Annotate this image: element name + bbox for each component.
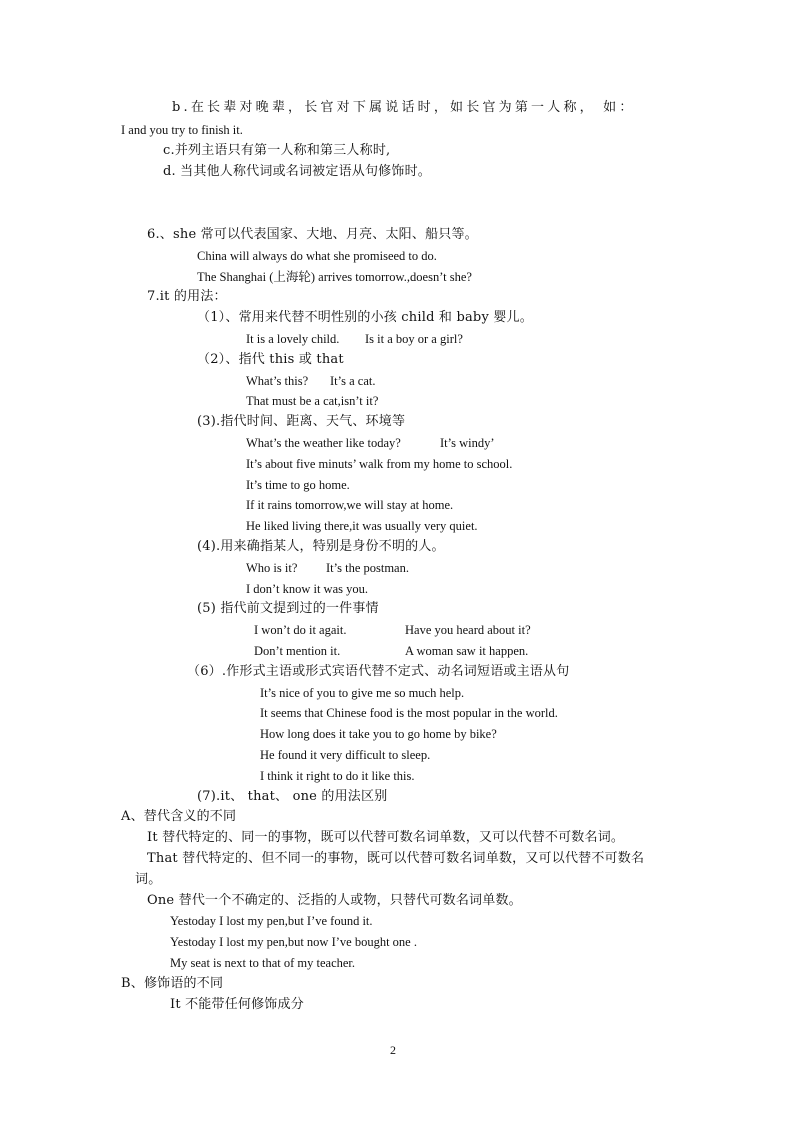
section-7-1-example-b: Is it a boy or a girl? — [365, 332, 463, 346]
section-7-6-example-2: It seems that Chinese food is the most popular in the world. — [260, 706, 558, 720]
section-7-6-example-1: It’s nice of you to give me so much help. — [260, 686, 465, 700]
section-7-7-title: (7).it、 that、 one 的用法区别 — [197, 789, 388, 804]
subsection-A-example-3: My seat is next to that of my teacher. — [170, 956, 356, 970]
rule-c: c.并列主语只有第一人称和第三人称时, — [163, 143, 391, 158]
section-6-title: 6.、she 常可以代表国家、大地、月亮、太阳、船只等。 — [147, 227, 478, 242]
section-7-4-example-2: I don’t know it was you. — [246, 582, 368, 596]
section-7-3-example-3: It’s time to go home. — [246, 478, 350, 492]
subsection-A-example-1: Yestoday I lost my pen,but I’ve found it. — [170, 914, 373, 928]
subsection-A-one: One 替代一个不确定的、泛指的人或物，只替代可数名词单数。 — [147, 893, 522, 908]
section-7-5-example-2a: Don’t mention it. — [254, 644, 341, 658]
section-7-3-example-5: He liked living there,it was usually very quiet. — [246, 519, 478, 533]
section-7-6-example-3: How long does it take you to go home by bike? — [260, 727, 497, 741]
rule-d: d. 当其他人称代词或名词被定语从句修饰时。 — [163, 164, 431, 179]
section-7-3-example-4: If it rains tomorrow,we will stay at home. — [246, 498, 454, 512]
subsection-B-it: It 不能带任何修饰成分 — [170, 997, 304, 1012]
section-7-3-example-1b: It’s windy’ — [440, 436, 495, 450]
section-7-2-title: （2）、指代 this 或 that — [197, 352, 344, 367]
subsection-A-that-line2: 词。 — [135, 872, 162, 887]
section-7-5-example-1a: I won’t do it agait. — [254, 623, 347, 637]
section-7-2-example-2: That must be a cat,isn’t it? — [246, 394, 379, 408]
section-7-5-example-2b: A woman saw it happen. — [405, 644, 529, 658]
section-7-1-example-a: It is a lovely child. — [246, 332, 340, 346]
subsection-A-example-2: Yestoday I lost my pen,but now I’ve bought one . — [170, 935, 417, 949]
section-7-6-example-4: He found it very difficult to sleep. — [260, 748, 431, 762]
section-7-3-example-1a: What’s the weather like today? — [246, 436, 401, 450]
section-6-example-1: China will always do what she promiseed to do. — [197, 249, 437, 263]
section-7-3-example-2: It’s about five minuts’ walk from my home to school. — [246, 457, 513, 471]
subsection-A-it: It 替代特定的、同一的事物，既可以代替可数名词单数，又可以代替不可数名词。 — [147, 830, 625, 845]
section-6-example-2: The Shanghai (上海轮) arrives tomorrow.,doesn’t she? — [197, 270, 472, 284]
section-7-3-title: (3).指代时间、距离、天气、环境等 — [197, 414, 406, 429]
subsection-B-title: B、修饰语的不同 — [121, 976, 224, 991]
rule-b-example: I and you try to finish it. — [121, 123, 243, 137]
section-7-6-title: （6）.作形式主语或形式宾语代替不定式、动名词短语或主语从句 — [187, 664, 570, 679]
section-7-2-example-1a: What’s this? — [246, 374, 309, 388]
section-7-2-example-1b: It’s a cat. — [330, 374, 376, 388]
section-7-4-example-1b: It’s the postman. — [326, 561, 409, 575]
subsection-A-title: A、替代含义的不同 — [121, 809, 237, 824]
section-7-6-example-5: I think it right to do it like this. — [260, 769, 415, 783]
section-7-1-title: （1）、常用来代替不明性别的小孩 child 和 baby 婴儿。 — [197, 310, 533, 325]
rule-b: b.在长辈对晚辈，长官对下属说话时，如长官为第一人称， 如： — [172, 100, 636, 115]
section-7-title: 7.it 的用法： — [147, 289, 227, 304]
section-7-5-example-1b: Have you heard about it? — [405, 623, 531, 637]
section-7-4-example-1a: Who is it? — [246, 561, 298, 575]
section-7-5-title: (5) 指代前文提到过的一件事情 — [197, 601, 379, 616]
subsection-A-that-line1: That 替代特定的、但不同一的事物，既可以代替可数名词单数，又可以代替不可数名 — [147, 851, 645, 866]
page-number: 2 — [390, 1043, 396, 1057]
section-7-4-title: (4).用来确指某人，特别是身份不明的人。 — [197, 539, 445, 554]
